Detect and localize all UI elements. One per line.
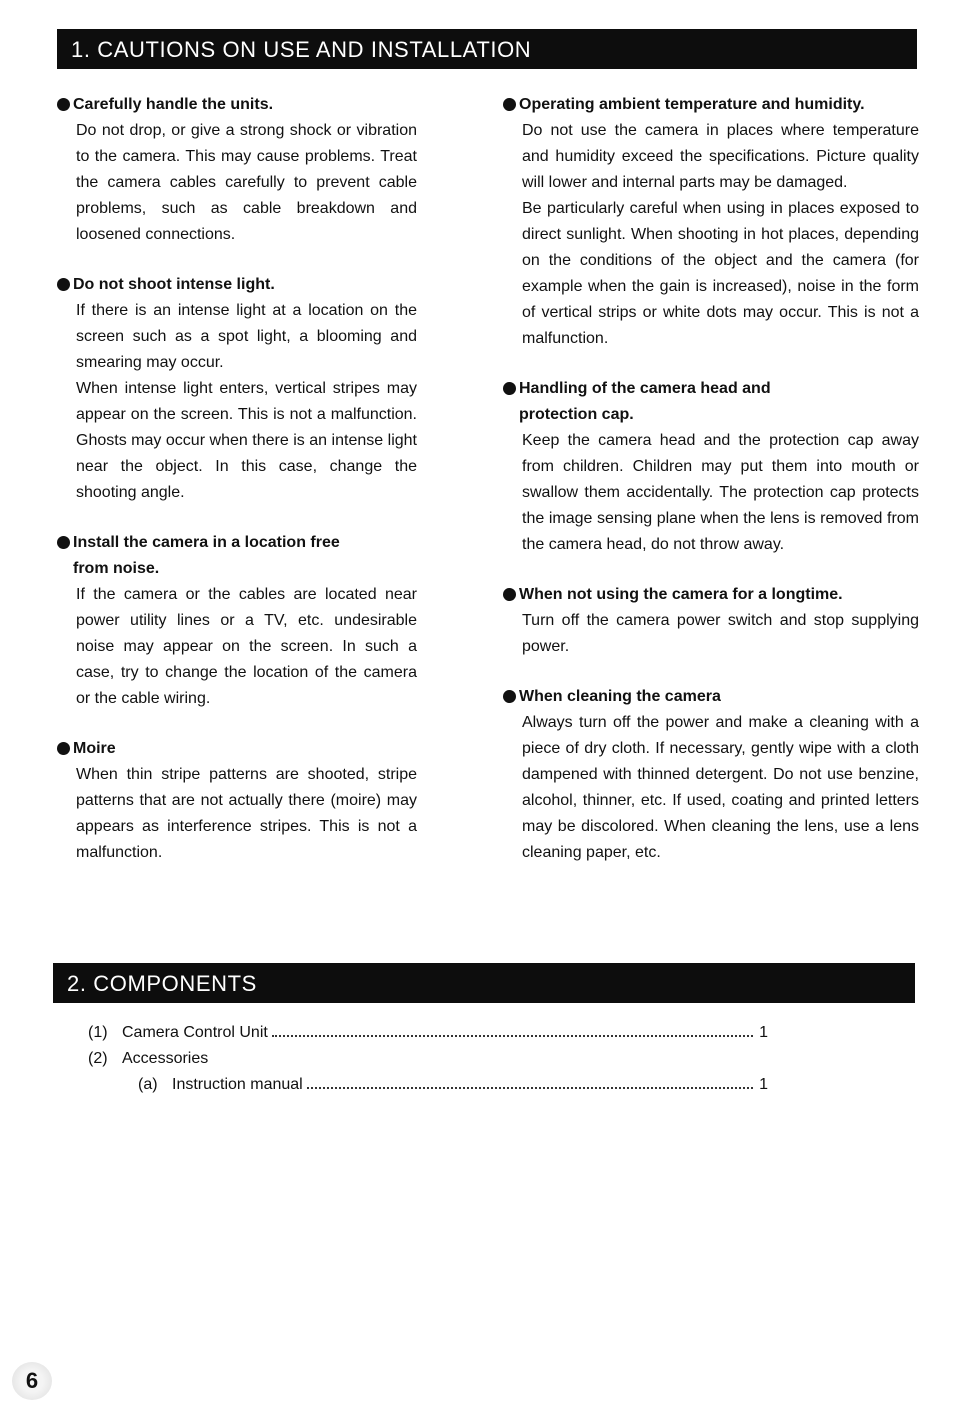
bullet-icon — [503, 588, 516, 601]
caution-heading: Do not shoot intense light. — [57, 272, 417, 298]
caution-item — [503, 582, 919, 660]
caution-heading: When cleaning the camera — [503, 684, 919, 710]
page-number: 6 — [12, 1362, 52, 1400]
bullet-icon — [57, 278, 70, 291]
item-number: (1) — [88, 1024, 108, 1041]
caution-heading: Carefully handle the units. — [57, 92, 417, 118]
item-label: Camera Control Unit — [122, 1024, 268, 1041]
bullet-icon — [57, 742, 70, 755]
item-count: 1 — [759, 1024, 768, 1041]
caution-body: Do not drop, or give a strong shock or vibration to the camera. This may cause problems. Treat the camera cables carefully to prevent cable problems, such as cable breakdown and loosened connections. — [76, 122, 417, 243]
caution-item — [57, 272, 417, 506]
item-label: Accessories — [122, 1050, 209, 1067]
caution-item — [503, 684, 919, 866]
caution-item — [503, 376, 919, 558]
list-item — [88, 1076, 768, 1102]
caution-body: Do not use the camera in places where temperature and humidity exceed the specifications. Picture quality will lower and internal parts may be damaged. Be particularly careful when using in places exposed to direct sunlight. When shooting in hot places, depending on the conditions of the object and the camera (for example when the gain is increased), noise in the form of vertical strips or white dots may occur. This is not a malfunction. — [522, 122, 919, 347]
caution-heading: Moire — [57, 736, 417, 762]
section-2-title: 2. COMPONENTS — [53, 963, 915, 1003]
item-number: (2) — [88, 1050, 108, 1067]
caution-body: If there is an intense light at a location on the screen such as a spot light, a blooming and smearing may occur. When intense light enters, vertical stripes may appear on the screen. This is not a malfunction. Ghosts may occur when there is an intense light near the object. In this case, change the shooting angle. — [76, 302, 417, 501]
components-list — [88, 1024, 768, 1102]
cautions-right-column — [503, 92, 919, 890]
caution-heading: When not using the camera for a longtime. — [503, 582, 919, 608]
caution-item — [57, 92, 417, 248]
section-1-title: 1. CAUTIONS ON USE AND INSTALLATION — [57, 29, 917, 69]
caution-body: When thin stripe patterns are shooted, stripe patterns that are not actually there (moire) may appears as interference stripes. This is not a malfunction. — [76, 766, 417, 861]
caution-body: Always turn off the power and make a cleaning with a piece of dry cloth. If necessary, gently wipe with a cloth dampened with thinned detergent. Do not use benzine, alcohol, thinner, etc. If used, coating and printed letters may be discolored. When cleaning the lens, use a lens cleaning paper, etc. — [522, 714, 919, 861]
bullet-icon — [57, 536, 70, 549]
caution-heading: Operating ambient temperature and humidity. — [503, 92, 919, 118]
dot-leader — [272, 1035, 753, 1037]
item-label: Instruction manual — [172, 1076, 303, 1093]
dot-leader — [307, 1087, 753, 1089]
item-count: 1 — [759, 1076, 768, 1093]
list-item — [88, 1050, 768, 1076]
bullet-icon — [503, 690, 516, 703]
bullet-icon — [57, 98, 70, 111]
caution-body: Keep the camera head and the protection cap away from children. Children may put them into mouth or swallow them accidentally. The protection cap protects the image sensing plane when the lens is removed from the camera head, do not throw away. — [522, 432, 919, 553]
caution-item — [57, 736, 417, 866]
caution-item — [503, 92, 919, 352]
list-item — [88, 1024, 768, 1050]
caution-body: If the camera or the cables are located near power utility lines or a TV, etc. undesirable noise may appear on the screen. In such a case, try to change the location of the camera or the cable wiring. — [76, 586, 417, 707]
bullet-icon — [503, 98, 516, 111]
bullet-icon — [503, 382, 516, 395]
caution-heading: Install the camera in a location free from noise. — [57, 530, 417, 582]
caution-heading: Handling of the camera head and protection cap. — [503, 376, 919, 428]
cautions-left-column — [57, 92, 417, 890]
caution-item — [57, 530, 417, 712]
item-number: (a) — [138, 1076, 158, 1093]
caution-body: Turn off the camera power switch and stop supplying power. — [522, 612, 919, 655]
